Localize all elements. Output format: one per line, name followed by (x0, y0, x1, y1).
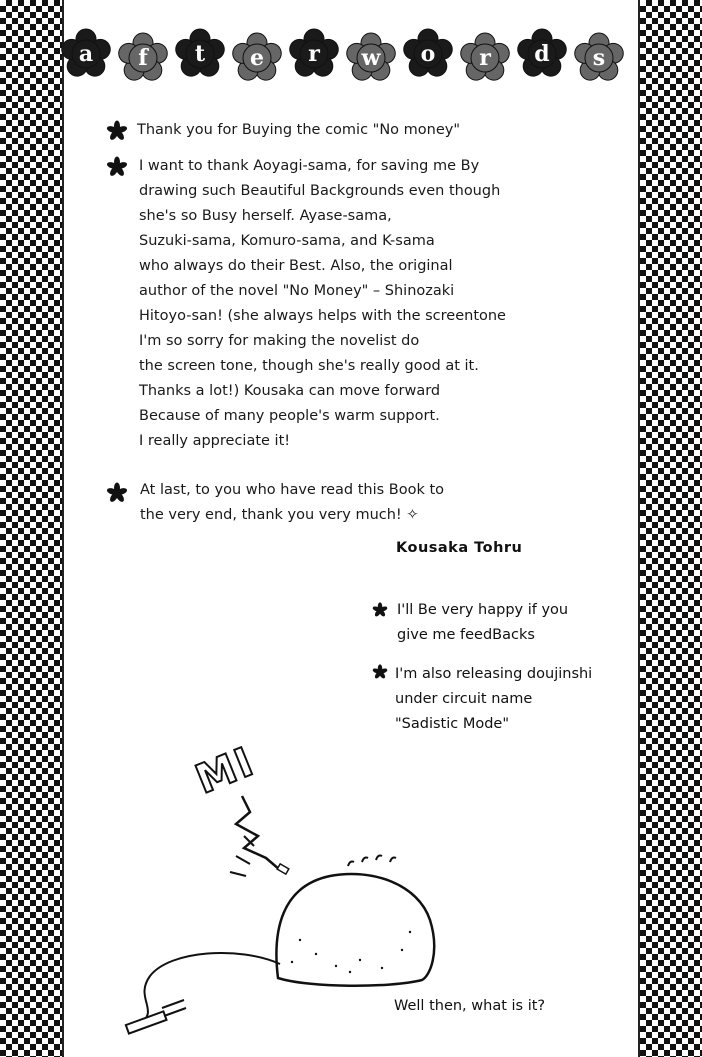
right-border-line (638, 0, 640, 1057)
sound-effect-text: MI (189, 738, 262, 804)
text-line: I'm also releasing doujinshi (395, 666, 593, 682)
title-flower-badge (516, 28, 568, 80)
title-letter: d (534, 41, 550, 67)
text-line: I want to thank Aoyagi-sama, for saving me By (139, 158, 480, 174)
mochi-body (276, 874, 434, 986)
title-flower-badge (402, 28, 454, 80)
title-flower-badge (231, 32, 283, 84)
title-flower-badge (60, 28, 112, 80)
text-line: Hitoyo-san! (she always helps with the screentone (139, 308, 506, 324)
text-line: At last, to you who have read this Book to (140, 482, 445, 498)
note-doujinshi (395, 662, 592, 737)
text-line: drawing such Beautiful Backgrounds even though (139, 183, 501, 199)
plug-icon (126, 1000, 186, 1034)
right-checkered-border (640, 0, 702, 1057)
text-line: Thanks a lot!) Kousaka can move forward (139, 383, 441, 399)
text-line: she's so Busy herself. Ayase-sama, (139, 208, 392, 224)
title-letter: o (420, 41, 436, 67)
text-line: I'm so sorry for making the novelist do (139, 333, 420, 349)
text-line: Because of many people's warm support. (139, 408, 440, 424)
text-line: the very end, thank you very much! ✧ (140, 507, 419, 523)
left-border-line (62, 0, 64, 1057)
bullet-star-icon (372, 602, 388, 618)
motion-lines (230, 836, 396, 876)
closing-caption: Well then, what is it? (394, 998, 546, 1014)
title-flower-badge (117, 32, 169, 84)
paragraph-closing (140, 478, 444, 528)
title-letter: r (479, 45, 491, 71)
bullet-star-icon (106, 120, 128, 142)
left-checkered-border (0, 0, 62, 1057)
text-line: under circuit name (395, 691, 533, 707)
afterwords-title (60, 28, 640, 84)
text-line: the screen tone, though she's really good at it. (139, 358, 479, 374)
text-line: I really appreciate it! (139, 433, 291, 449)
title-flower-badge (573, 32, 625, 84)
text-line: author of the novel "No Money" – Shinozaki (139, 283, 455, 299)
title-letter: f (138, 45, 148, 71)
text-line: who always do their Best. Also, the original (139, 258, 453, 274)
title-flower-badge (345, 32, 397, 84)
title-letter: r (308, 41, 320, 67)
title-flower-badge (174, 28, 226, 80)
title-flower-badge (288, 28, 340, 80)
text-line: Suzuki-sama, Komuro-sama, and K-sama (139, 233, 435, 249)
bullet-star-icon (106, 156, 128, 178)
text-line: Thank you for Buying the comic "No money" (137, 122, 461, 138)
squiggle-tip (277, 864, 289, 874)
paragraph-acknowledgements (139, 154, 506, 454)
title-flower-badge (459, 32, 511, 84)
author-signature: Kousaka Tohru (396, 540, 523, 556)
title-letter: t (194, 41, 206, 67)
note-feedback (397, 598, 568, 648)
text-line: "Sadistic Mode" (395, 716, 510, 732)
text-line: I'll Be very happy if you (397, 602, 569, 618)
title-letter: e (250, 45, 264, 71)
title-letter: a (78, 41, 94, 67)
title-letter: s (592, 45, 606, 71)
title-letter: w (361, 45, 381, 71)
bullet-star-icon (372, 664, 388, 680)
text-line: give me feedBacks (397, 627, 535, 643)
bullet-star-icon (106, 482, 128, 504)
paragraph-thanks (137, 118, 460, 143)
